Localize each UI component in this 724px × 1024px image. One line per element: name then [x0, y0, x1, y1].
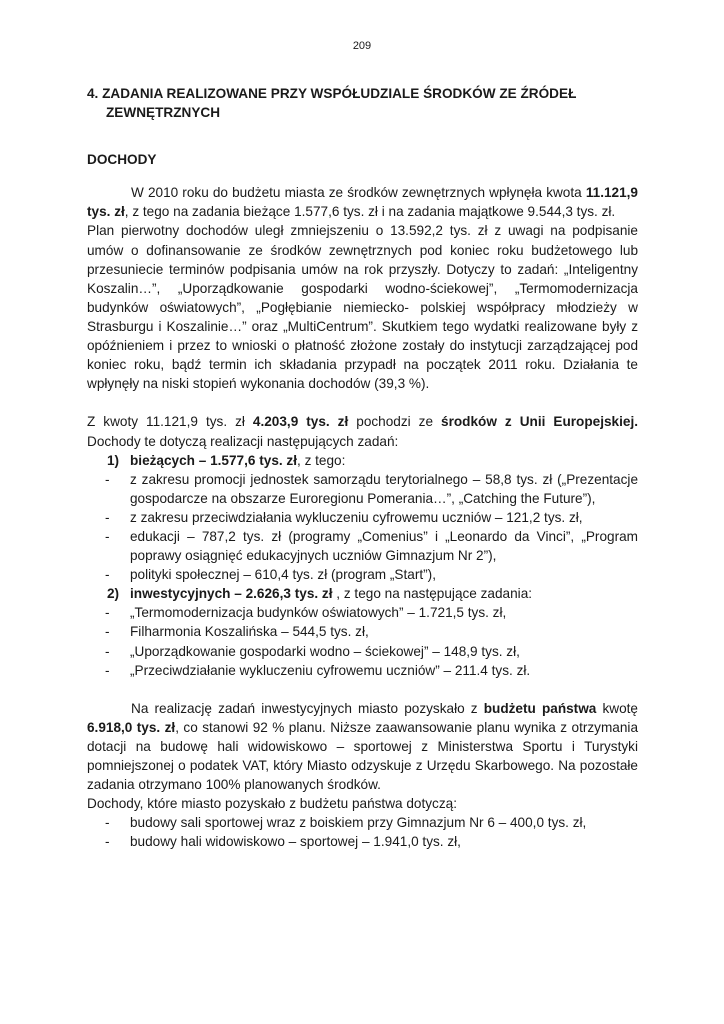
list-item-text: „Przeciwdziałanie wykluczeniu cyfrowemu uczniów” – 211.4 tys. zł.	[130, 662, 531, 678]
list-item-text: „Termomodernizacja budynków oświatowych” – 1.721,5 tys. zł,	[130, 605, 507, 621]
bullet-dash: -	[105, 509, 110, 525]
list-item	[87, 565, 638, 584]
text-run: , z tego:	[297, 452, 346, 468]
bullet-dash: -	[105, 605, 110, 621]
list-item-text: edukacji – 787,2 tys. zł (programy „Comenius” i „Leonardo da Vinci”, „Program poprawy osiągnięć edukacyjnych uczniów Gimnazjum Nr 2”),	[130, 528, 638, 564]
paragraph-state-income-intro: Dochody, które miasto pozyskało z budżetu państwa dotyczą:	[87, 796, 457, 812]
list-item	[87, 470, 638, 508]
list-item-text: z zakresu przeciwdziałania wykluczeniu cyfrowemu uczniów – 121,2 tys. zł,	[130, 509, 583, 525]
text-run: kwotę	[596, 700, 638, 716]
text-run: W 2010 roku do budżetu miasta ze środków zewnętrznych wpłynęła kwota	[131, 185, 586, 201]
list-heading-current	[87, 451, 638, 470]
list-item-text: polityki społecznej – 610,4 tys. zł (program „Start”),	[130, 567, 436, 583]
bullet-dash: -	[105, 567, 110, 583]
list-item	[87, 642, 638, 661]
list-item-text: budowy hali widowiskowo – sportowej – 1.941,0 tys. zł,	[130, 834, 461, 850]
bullet-dash: -	[105, 815, 110, 831]
list-item	[87, 622, 638, 641]
current-amount: bieżących – 1.577,6 tys. zł	[130, 452, 298, 468]
list-item-text: Filharmonia Koszalińska – 544,5 tys. zł,	[130, 624, 369, 640]
bullet-dash: -	[105, 471, 110, 487]
list-item-text: z zakresu promocji jednostek samorządu terytorialnego – 58,8 tys. zł („Prezentacje gospodarcze na obszarze Euroregionu Pomerania…”, „Catching the Future”),	[130, 471, 638, 506]
list-item	[87, 661, 638, 680]
text-run: , z tego na następujące zadania:	[332, 586, 533, 602]
text-run: Dochody te dotyczą realizacji następujących zadań:	[87, 433, 399, 449]
paragraph-eu-funds	[87, 412, 638, 450]
text-run: , co stanowi 92 % planu. Niższe zaawansowanie planu wynika z otrzymania dotacji na budowę hali widowiskowo – sportowej z Ministerstwa Sportu i Turystyki pomniejszonej o podatek VAT, który Miasto odzyskuje z Urzędu Skarbowego. Na pozostałe zadania otrzymano 100% planowanych środków.	[87, 719, 639, 793]
paragraph-income-summary	[87, 183, 638, 221]
state-income-list	[87, 813, 638, 851]
text-run: Z kwoty 11.121,9 tys. zł	[87, 414, 253, 430]
eu-amount: 4.203,9 tys. zł	[252, 414, 349, 430]
list-item-text: „Uporządkowanie gospodarki wodno – ściekowej” – 148,9 tys. zł,	[130, 643, 520, 659]
eu-source: środków z Unii Europejskiej.	[441, 414, 639, 430]
paragraph-plan-reduction: Plan pierwotny dochodów uległ zmniejszeniu o 13.592,2 tys. zł z uwagi na podpisanie umów o dofinansowanie ze środków zewnętrznych pod koniec roku budżetowego lub przesuniecie terminów podpisania umów na rok przyszły. Dotyczy to zadań: „Inteligentny Koszalin…”, „Uporządkowanie gospodarki wodno-ściekowej”, „Termomodernizacja budynków oświatowych”, „Pogłębianie niemiecko- polskiej współpracy młodzieży w Strasburgu i Koszalinie…” oraz „MultiCentrum”. Skutkiem tego wydatki realizowane były z opóźnieniem i przez to wnioski o płatność złożone zostały do instytucji zarządzającej pod koniec roku, bądź termin ich składania przypadł na początek 2011 roku. Działania te wpłynęły na niski stopień wykonania dochodów (39,3 %).	[87, 223, 638, 392]
list-item	[87, 508, 638, 527]
list-item	[87, 527, 638, 565]
bullet-dash: -	[105, 528, 110, 544]
list-item	[87, 832, 638, 851]
paragraph-state-budget	[87, 699, 638, 794]
chapter-heading-line-2: ZEWNĘTRZNYCH	[106, 105, 221, 121]
current-list	[87, 470, 638, 585]
bullet-dash: -	[105, 662, 110, 678]
page-number: 209	[352, 40, 372, 52]
text-run: pochodzi ze	[348, 414, 442, 430]
chapter-heading-line-1: 4. ZADANIA REALIZOWANE PRZY WSPÓŁUDZIALE ŚRODKÓW ZE ŹRÓDEŁ	[87, 86, 577, 101]
list-marker: 2)	[107, 586, 120, 602]
investment-amount: inwestycyjnych – 2.626,3 tys. zł	[130, 586, 333, 602]
list-item	[87, 813, 638, 832]
list-heading-investment	[87, 584, 638, 603]
investment-list	[87, 603, 638, 679]
bullet-dash: -	[105, 643, 110, 659]
section-title: DOCHODY	[87, 152, 157, 168]
list-item-text: budowy sali sportowej wraz z boiskiem przy Gimnazjum Nr 6 – 400,0 tys. zł,	[130, 815, 587, 831]
text-run: , z tego na zadania bieżące 1.577,6 tys. zł i na zadania majątkowe 9.544,3 tys. zł.	[124, 204, 616, 220]
state-budget-label: budżetu państwa	[483, 700, 597, 716]
bullet-dash: -	[105, 624, 110, 640]
state-budget-amount: 6.918,0 tys. zł	[87, 719, 176, 735]
list-marker: 1)	[107, 452, 120, 468]
total-amount: 11.121,9 tys. zł	[87, 185, 638, 220]
bullet-dash: -	[105, 834, 110, 850]
document-body	[87, 84, 638, 852]
list-item	[87, 603, 638, 622]
text-run: Na realizację zadań inwestycyjnych miasto pozyskało z	[131, 700, 484, 716]
chapter-heading	[87, 84, 638, 122]
